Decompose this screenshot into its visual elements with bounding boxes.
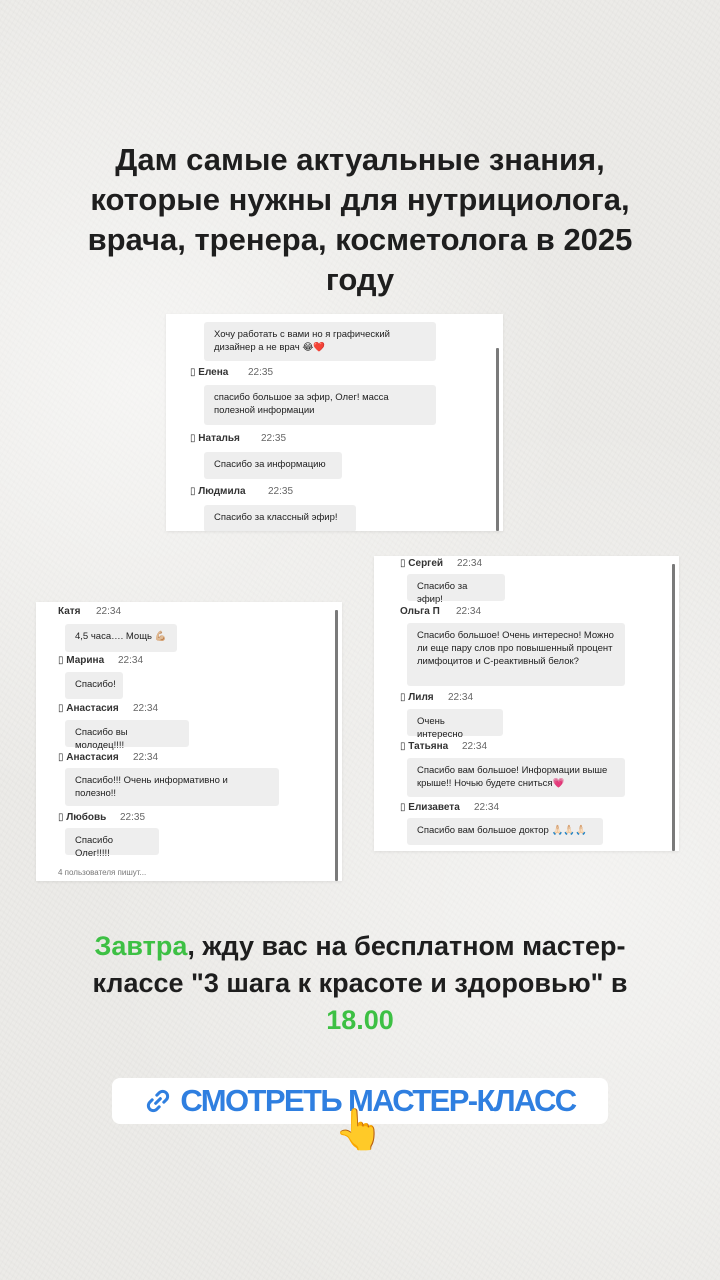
message-time: 22:34 [448,692,474,703]
message-bubble: Спасибо!!! Очень информативно и полезно!! [65,768,279,806]
chat-message [374,692,679,740]
sender-name: ▯ Наталья [190,433,240,444]
chat-message [374,606,679,667]
message-time: 22:34 [133,703,159,714]
chat-message [166,367,503,416]
pointing-hand-icon: 👆 [334,1108,384,1152]
sender-name: ▯ Елена [190,367,229,378]
message-time: 22:34 [456,606,482,617]
message-bubble: Спасибо большое! Очень интересно! Можно ли еще пару слов про повышенный процент лимфоцитов и С-реактивный белок? [407,623,625,686]
message-bubble: Спасибо Олег!!!!! [65,828,159,855]
message-bubble: Спасибо! [65,672,123,699]
message-bubble: спасибо большое за эфир, Олег! масса полезной информации [204,385,436,425]
message-time: 22:34 [474,802,500,813]
message-bubble: Спасибо вы молодец!!!! [65,720,189,747]
sender-name: ▯ Анастасия [58,703,119,714]
announcement-time: 18.00 [326,1005,394,1035]
message-bubble: Спасибо за классный эфир! [204,505,356,531]
chat-message [374,741,679,789]
message-bubble: Спасибо вам большое! Информации выше крыше!! Ночью будете сниться💗 [407,758,625,797]
message-bubble: Спасибо вам большое доктор 🙏🏻🙏🏻🙏🏻 [407,818,603,845]
chat-screenshot-top [166,314,503,531]
sender-name: ▯ Елизавета [400,802,460,813]
chat-message [36,752,342,799]
message-time: 22:35 [120,812,146,823]
message-time: 22:35 [268,486,294,497]
message-time: 22:34 [133,752,159,763]
chat-message [374,558,679,605]
typing-indicator: 4 пользователя пишут... [58,868,147,877]
message-bubble: 4,5 часа…. Мощь 💪🏼 [65,624,177,652]
chat-message [374,802,679,836]
sender-name: ▯ Марина [58,655,105,666]
sender-name: ▯ Лиля [400,692,434,703]
message-time: 22:34 [457,558,483,569]
chat-message [36,655,342,690]
sender-name: Катя [58,606,81,617]
message-time: 22:34 [96,606,122,617]
message-time: 22:35 [261,433,287,444]
sender-name: ▯ Татьяна [400,741,449,752]
masterclass-announcement [60,928,660,1039]
chat-screenshot-right [374,556,679,851]
message-time: 22:34 [462,741,488,752]
chat-message [36,812,342,859]
announcement-day: Завтра [94,931,188,961]
sender-name: ▯ Людмила [190,486,246,497]
sender-name: ▯ Сергей [400,558,444,569]
message-bubble: Хочу работать с вами но я графический дизайнер а не врач 😂❤️ [204,322,436,361]
chat-message [36,703,342,751]
sender-name: Ольга П [400,606,440,617]
chat-message [36,606,342,642]
button-label: СМОТРЕТЬ МАСТЕР-КЛАСС [180,1083,576,1118]
headline: Дам самые актуальные знания, которые нужны для нутрициолога, врача, тренера, косметолога в 2025 году [87,142,633,297]
sender-name: ▯ Любовь [58,812,107,823]
announcement-body: , жду вас на бесплатном мастер-классе "3 шага к красоте и здоровью" в [92,931,628,998]
chat-message [166,486,503,523]
message-bubble: Спасибо за информацию [204,452,342,479]
chat-screenshot-left [36,602,342,881]
message-bubble: Спасибо за эфир! [407,574,505,601]
message-time: 22:35 [248,367,274,378]
chat-message [166,433,503,470]
sender-name: ▯ Анастасия [58,752,119,763]
link-icon [144,1087,172,1115]
message-time: 22:34 [118,655,144,666]
message-bubble: Очень интересно [407,709,503,736]
